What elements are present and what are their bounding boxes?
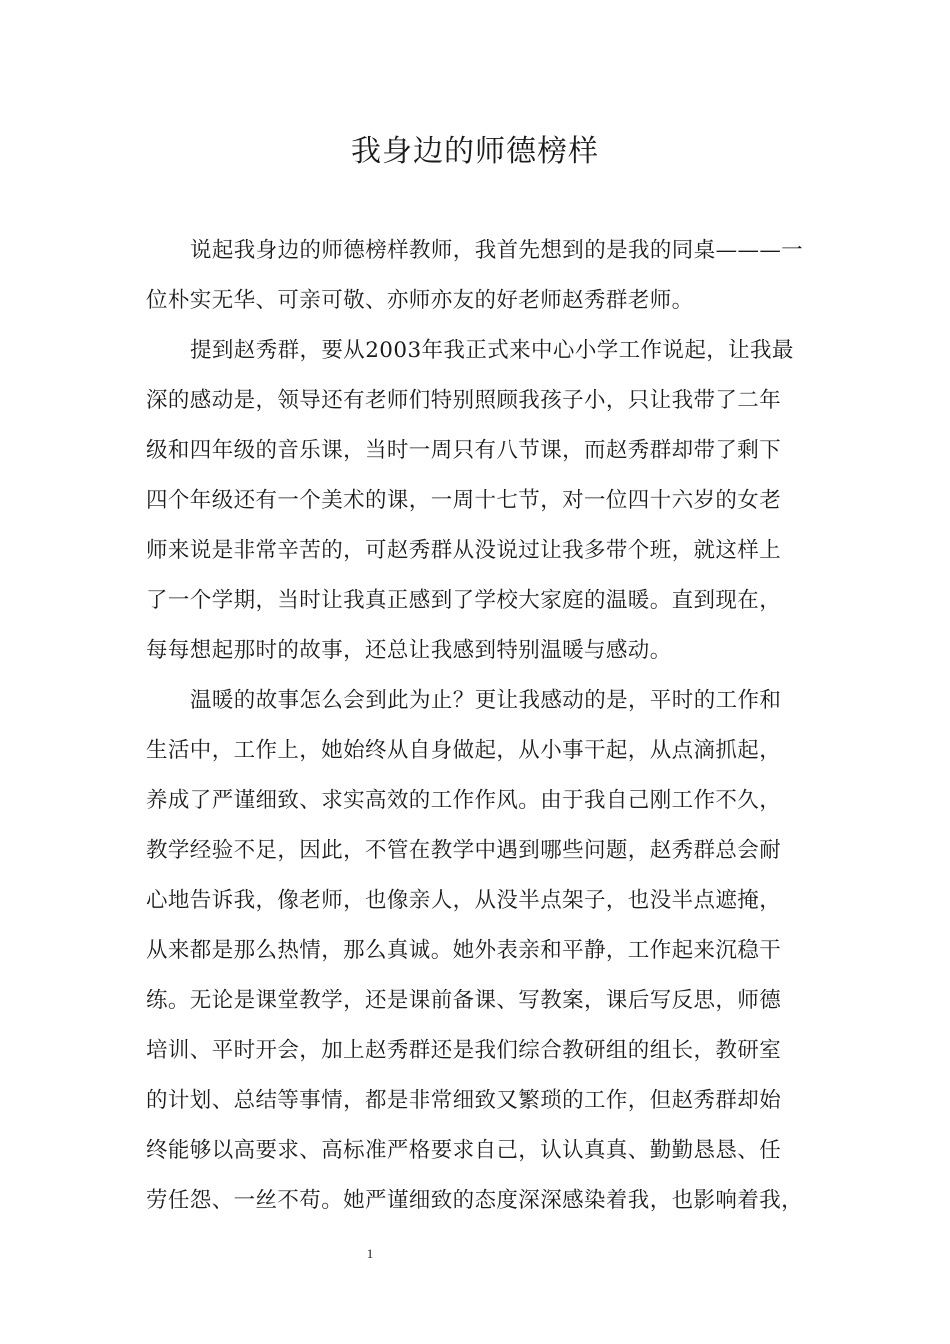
text-line: 位朴实无华、可亲可敬、亦师亦友的好老师赵秀群老师。 — [146, 288, 694, 313]
text-line: 提到赵秀群，要从2003年我正式来中心小学工作说起，让我最 — [190, 338, 794, 363]
text-line: 每每想起那时的故事，还总让我感到特别温暖与感动。 — [146, 638, 672, 663]
page-title: 我身边的师德榜样 — [351, 134, 599, 169]
text-line: 心地告诉我，像老师，也像亲人，从没半点架子，也没半点遮掩， — [146, 888, 782, 913]
page-number: 1 — [366, 1246, 374, 1261]
text-line: 的计划、总结等事情，都是非常细致又繁琐的工作，但赵秀群却始 — [146, 1088, 782, 1113]
text-line: 从来都是那么热情，那么真诚。她外表亲和平静，工作起来沉稳干 — [146, 938, 782, 963]
text-line: 说起我身边的师德榜样教师，我首先想到的是我的同桌———一 — [190, 238, 804, 263]
text-line: 练。无论是课堂教学，还是课前备课、写教案，课后写反思，师德 — [146, 988, 782, 1013]
text-line: 四个年级还有一个美术的课，一周十七节，对一位四十六岁的女老 — [146, 488, 782, 513]
text-line: 级和四年级的音乐课，当时一周只有八节课，而赵秀群却带了剩下 — [146, 438, 782, 463]
text-line: 师来说是非常辛苦的，可赵秀群从没说过让我多带个班，就这样上 — [146, 538, 782, 563]
text-line: 温暖的故事怎么会到此为止？更让我感动的是，平时的工作和 — [190, 688, 782, 713]
text-line: 养成了严谨细致、求实高效的工作作风。由于我自己刚工作不久， — [146, 788, 782, 813]
text-line: 深的感动是，领导还有老师们特别照顾我孩子小，只让我带了二年 — [146, 388, 782, 413]
article-body — [146, 234, 811, 1234]
text-line: 培训、平时开会，加上赵秀群还是我们综合教研组的组长，教研室 — [146, 1038, 782, 1063]
text-line: 了一个学期，当时让我真正感到了学校大家庭的温暖。直到现在， — [146, 588, 782, 613]
text-line: 终能够以高要求、高标准严格要求自己，认认真真、勤勤恳恳、任 — [146, 1138, 782, 1163]
text-line: 劳任怨、一丝不苟。她严谨细致的态度深深感染着我，也影响着我， — [146, 1188, 804, 1213]
text-line: 生活中，工作上，她始终从自身做起，从小事干起，从点滴抓起， — [146, 738, 782, 763]
text-line: 教学经验不足，因此，不管在教学中遇到哪些问题，赵秀群总会耐 — [146, 838, 782, 863]
